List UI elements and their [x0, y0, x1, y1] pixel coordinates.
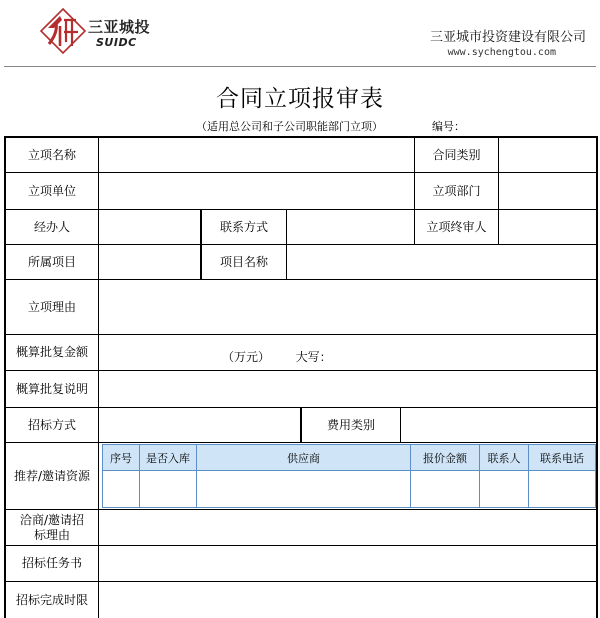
supplier-phone-cell[interactable] [529, 472, 595, 507]
item-name-field[interactable] [287, 245, 596, 279]
budget-desc-field[interactable] [99, 371, 596, 407]
header-divider [4, 66, 596, 67]
col-supplier: 供应商 [287, 452, 320, 465]
tender-method-field[interactable] [99, 408, 300, 442]
form-subtitle: （适用总公司和子公司职能部门立项） [196, 120, 383, 133]
col-quote-amount: 报价金额 [423, 452, 467, 465]
final-approver-field[interactable] [499, 210, 596, 244]
col-seq: 序号 [110, 452, 132, 465]
budget-amount-label: 概算批复金额 [15, 345, 88, 359]
tender-task-field[interactable] [99, 546, 596, 581]
handler-field[interactable] [99, 210, 200, 244]
company-name: 三亚城市投资建设有限公司 [429, 30, 586, 45]
form-title: 合同立项报审表 [216, 86, 384, 112]
contact-label: 联系方式 [219, 219, 268, 234]
supplier-name-cell[interactable] [197, 472, 410, 507]
supplier-library-cell[interactable] [140, 472, 196, 507]
supplier-contact-cell[interactable] [480, 472, 528, 507]
project-name-field[interactable] [99, 138, 414, 172]
supplier-quote-cell[interactable] [411, 472, 479, 507]
project-unit-field[interactable] [99, 173, 414, 209]
budget-desc-label: 概算批复说明 [15, 381, 88, 396]
contact-field[interactable] [287, 210, 414, 244]
supplier-table [102, 444, 596, 508]
belonging-project-label: 所属项目 [27, 254, 76, 269]
supplier-seq-cell[interactable] [103, 472, 139, 507]
logo-text-cn: 三亚城投 [88, 18, 151, 36]
fee-category-field[interactable] [401, 408, 596, 442]
logo-icon [38, 6, 88, 56]
reason-field[interactable] [99, 280, 596, 334]
project-name-label: 立项名称 [27, 147, 76, 162]
budget-unit: （万元） [222, 350, 271, 364]
tender-task-label: 招标任务书 [21, 556, 82, 570]
tender-deadline-field[interactable] [99, 582, 596, 618]
project-unit-label: 立项单位 [27, 183, 76, 198]
recommend-label: 推荐/邀请资源 [13, 468, 91, 483]
col-in-library: 是否入库 [146, 452, 190, 465]
tender-method-label: 招标方式 [27, 417, 76, 432]
final-approver-label: 立项终审人 [426, 219, 487, 234]
belonging-project-field[interactable] [99, 245, 200, 279]
item-name-label: 项目名称 [219, 254, 268, 269]
project-dept-label: 立项部门 [432, 183, 481, 198]
reason-label: 立项理由 [27, 299, 76, 314]
fee-category-label: 费用类别 [326, 417, 375, 432]
company-website[interactable]: www.sychengtou.com [447, 47, 556, 58]
negotiation-reason-label: 洽商/邀请招标理由 [19, 512, 85, 542]
contract-category-field[interactable] [499, 138, 596, 172]
project-dept-field[interactable] [499, 173, 596, 209]
budget-capital-label: 大写： [295, 350, 332, 364]
tender-deadline-label: 招标完成时限 [15, 592, 88, 607]
contract-category-label: 合同类别 [432, 147, 481, 162]
approval-form [4, 136, 598, 618]
budget-amount-text [222, 348, 332, 365]
negotiation-reason-field[interactable] [99, 510, 596, 545]
col-contact-person: 联系人 [487, 452, 521, 465]
col-contact-phone: 联系电话 [540, 452, 584, 465]
budget-amount-field[interactable] [99, 335, 596, 370]
serial-number-label: 编号： [432, 120, 465, 133]
logo-text-en: SUIDC [96, 36, 137, 49]
handler-label: 经办人 [33, 219, 70, 234]
